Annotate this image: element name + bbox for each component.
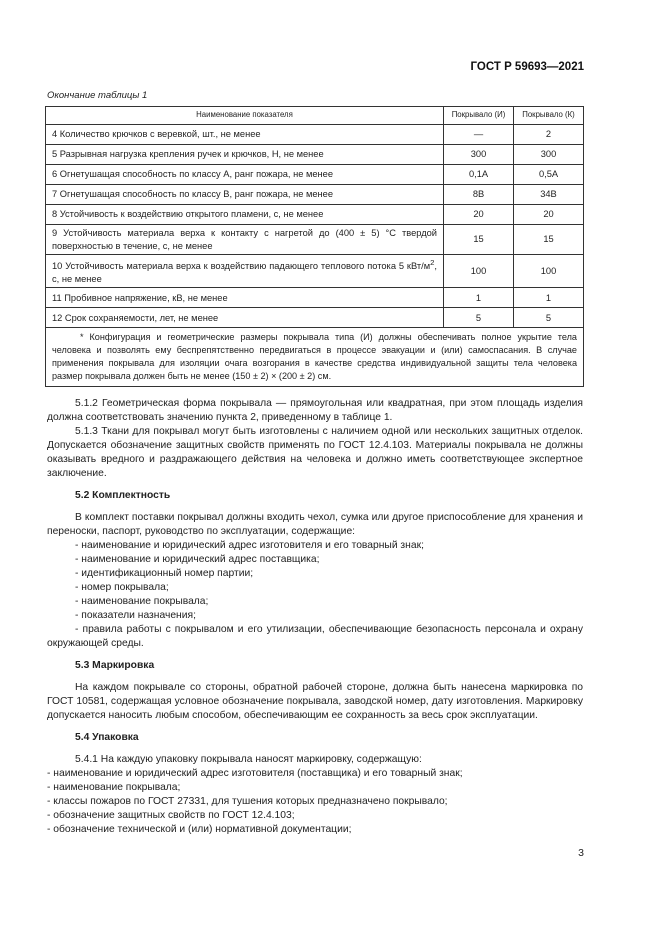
superscript: 2 [430, 258, 435, 268]
value-i: 100 [444, 255, 514, 288]
indicator-name: 5 Разрывная нагрузка крепления ручек и крючков, Н, не менее [46, 145, 444, 165]
value-k: 15 [514, 225, 584, 255]
indicator-name [46, 255, 444, 288]
table-row [46, 185, 584, 205]
value-k: 34В [514, 185, 584, 205]
list-item: - наименование покрывала; [47, 781, 181, 793]
value-i: — [444, 125, 514, 145]
table-row [46, 125, 584, 145]
document-body [47, 397, 583, 837]
value-k: 20 [514, 205, 584, 225]
list-item: - идентификационный номер партии; [75, 567, 254, 579]
list-item: - классы пожаров по ГОСТ 27331, для тушения которых предназначено покрывало; [47, 795, 448, 807]
column-header: Покрывало (И) [444, 107, 514, 125]
value-i: 5 [444, 308, 514, 328]
value-k: 1 [514, 288, 584, 308]
list-item: - обозначение защитных свойств по ГОСТ 12.4.103; [47, 809, 295, 821]
page-number: 3 [578, 846, 584, 859]
value-i: 1 [444, 288, 514, 308]
list-item: - наименование и юридический адрес изготовителя и его товарный знак; [75, 539, 424, 551]
indicators-table [45, 106, 584, 387]
table-footnote: * Конфигурация и геометрические размеры покрывала типа (И) должны обеспечивать полное укрытие тела человека и позволять ему беспрепятственно передвигаться в процессе эвакуации и (или) самоспасания. В случае применения покрывала для изоляции очага возгорания в качестве средства индивидуальной защиты тела человека размер покрывала должен быть не менее (150 ± 2) × (200 ± 2) см. [46, 328, 584, 386]
list-item: - номер покрывала; [75, 581, 169, 593]
indicator-name: 7 Огнетушащая способность по классу В, ранг пожара, не менее [46, 185, 444, 205]
table-caption: Окончание таблицы 1 [47, 90, 148, 101]
value-i: 15 [444, 225, 514, 255]
list-item: - обозначение технической и (или) нормативной документации; [47, 823, 352, 835]
table-row [46, 288, 584, 308]
section-heading: 5.4 Упаковка [75, 731, 139, 743]
table-row [46, 205, 584, 225]
section-heading: 5.2 Комплектность [75, 489, 171, 501]
value-k: 100 [514, 255, 584, 288]
table-row [46, 145, 584, 165]
paragraph-5-3: На каждом покрывале со стороны, обратной рабочей стороне, должна быть нанесена маркировка по ГОСТ 10581, содержащая условное обозначение покрывала, заводской номер, дату изготовления. Маркировку допускается наносить любым способом, обеспечивающим ее сохранность за весь срок эксплуатации. [47, 681, 583, 721]
column-header: Наименование показателя [46, 107, 444, 125]
list-item: - наименование и юридический адрес изготовителя (поставщика) и его товарный знак; [47, 767, 463, 779]
value-i: 8В [444, 185, 514, 205]
value-k: 5 [514, 308, 584, 328]
indicator-text: 10 Устойчивость материала верха к воздействию падающего теплового потока 5 кВт/м [52, 261, 431, 272]
table-footnote-row [46, 328, 584, 386]
paragraph-5-1-2: 5.1.2 Геометрическая форма покрывала — прямоугольная или квадратная, при этом площадь изделия должна соответствовать значению пункта 2, приведенному в таблице 1. [47, 397, 583, 423]
list-item: - правила работы с покрывалом и его утилизации, обеспечивающие безопасность персонала и охрану окружающей среды. [47, 623, 583, 649]
list-item: - показатели назначения; [75, 609, 196, 621]
table-row [46, 165, 584, 185]
paragraph-5-1-3: 5.1.3 Ткани для покрывал могут быть изготовлены с наличием одной или нескольких защитных отделок. Допускается обозначение защитных свойств применять по ГОСТ 12.4.103. Материалы покрывала не должны оказывать вредного и раздражающего действия на человека и должно иметь соответствующее экспертное заключение. [47, 425, 583, 479]
table-row [46, 225, 584, 255]
indicator-name: 11 Пробивное напряжение, кВ, не менее [46, 288, 444, 308]
indicator-name: 8 Устойчивость к воздействию открытого пламени, с, не менее [46, 205, 444, 225]
value-k: 300 [514, 145, 584, 165]
paragraph-5-2: В комплект поставки покрывал должны входить чехол, сумка или другое приспособление для хранения и переноски, паспорт, руководство по эксплуатации, содержащие: [47, 511, 583, 537]
value-k: 0,5А [514, 165, 584, 185]
value-i: 20 [444, 205, 514, 225]
table-row [46, 308, 584, 328]
indicator-name: 4 Количество крючков с веревкой, шт., не менее [46, 125, 444, 145]
paragraph-5-4-1: 5.4.1 На каждую упаковку покрывала наносят маркировку, содержащую: [75, 753, 422, 765]
indicator-name: 12 Срок сохраняемости, лет, не менее [46, 308, 444, 328]
document-code: ГОСТ Р 59693—2021 [470, 61, 584, 73]
value-i: 0,1А [444, 165, 514, 185]
table-header-row [46, 107, 584, 125]
indicator-name: 6 Огнетушащая способность по классу А, ранг пожара, не менее [46, 165, 444, 185]
value-i: 300 [444, 145, 514, 165]
list-item: - наименование покрывала; [75, 595, 209, 607]
value-k: 2 [514, 125, 584, 145]
table-row [46, 255, 584, 288]
indicator-text: , с, не менее [52, 261, 437, 284]
column-header: Покрывало (К) [514, 107, 584, 125]
section-heading: 5.3 Маркировка [75, 659, 155, 671]
list-item: - наименование и юридический адрес поставщика; [75, 553, 320, 565]
indicator-name: 9 Устойчивость материала верха к контакту с нагретой до (400 ± 5) °С твердой поверхностью в течение, с, не менее [46, 225, 444, 255]
